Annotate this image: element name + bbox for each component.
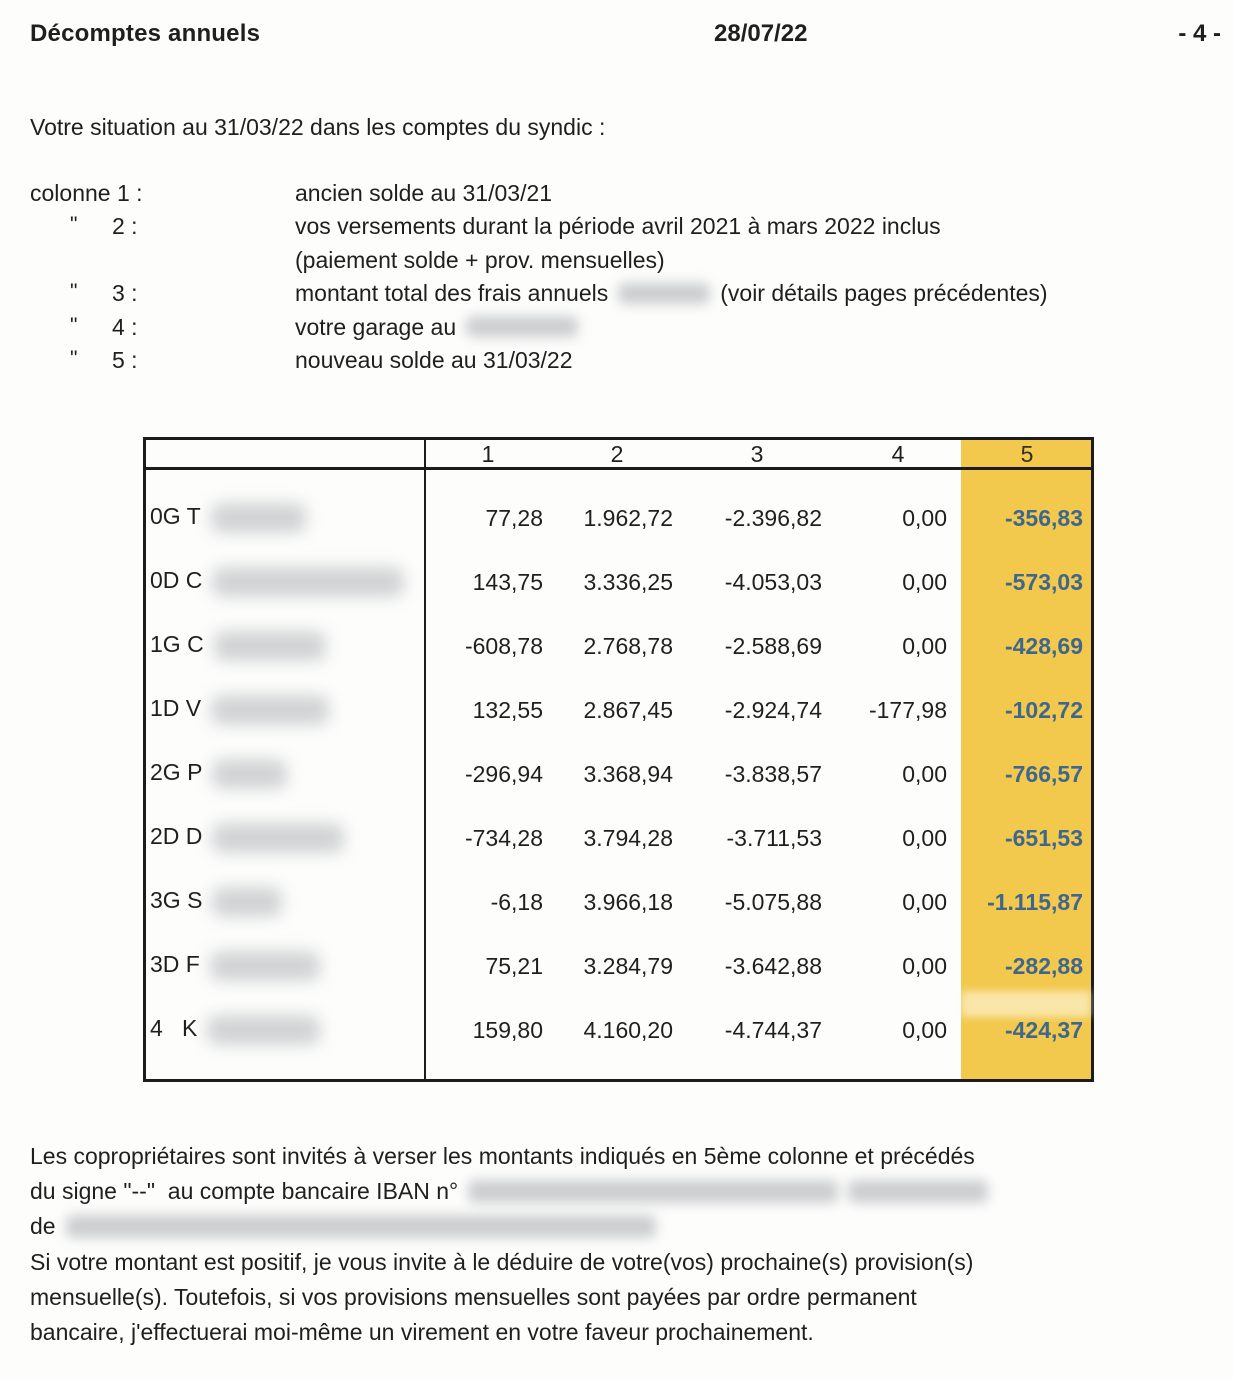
- old-balance-value: -6,18: [490, 888, 543, 915]
- old-balance-value: 75,21: [485, 952, 543, 979]
- unit-cell: [146, 695, 424, 725]
- legend-desc-3-post: (voir détails pages précédentes): [720, 280, 1048, 307]
- new-balance-value: -766,57: [1004, 760, 1083, 787]
- column-legend: [30, 180, 1048, 380]
- legend-desc-2-cont: (paiement solde + prov. mensuelles): [295, 246, 665, 273]
- redacted-association-name: [66, 1215, 656, 1238]
- footer-line-6: bancaire, j'effectuerai moi-même un virement en votre faveur prochainement.: [30, 1318, 814, 1345]
- footer-text: [30, 1143, 988, 1354]
- garage-value: 0,00: [902, 760, 947, 787]
- legend-row-2: [30, 213, 1048, 246]
- redacted-owner-name: [212, 887, 282, 917]
- document-date: 28/07/22: [714, 20, 808, 47]
- legend-row-4: [30, 314, 1048, 347]
- payments-value: 3.284,79: [583, 952, 673, 979]
- ditto-mark: ": [70, 313, 78, 337]
- redacted-iban-suffix: [848, 1180, 988, 1203]
- legend-row-1: [30, 180, 1048, 213]
- old-balance-value: 143,75: [472, 568, 543, 595]
- unit-cell: [146, 951, 424, 981]
- unit-label: 0G T: [150, 503, 201, 530]
- payments-value: 3.966,18: [583, 888, 673, 915]
- column-header-2: 2: [610, 440, 624, 467]
- unit-label: 1G C: [150, 631, 204, 658]
- table-body: [146, 470, 1091, 1062]
- new-balance-value: -424,37: [1004, 1016, 1083, 1043]
- legend-desc-3: [295, 280, 1048, 307]
- payments-value: 1.962,72: [583, 504, 673, 531]
- payments-value: 2.867,45: [583, 696, 673, 723]
- annual-fees-value: -3.838,57: [724, 760, 822, 787]
- legend-label-colonne-1: colonne 1 :: [30, 180, 143, 206]
- new-balance-value: -356,83: [1004, 504, 1083, 531]
- unit-label: 2G P: [150, 759, 203, 786]
- legend-num-5: 5 :: [112, 346, 138, 373]
- intro-sentence: Votre situation au 31/03/22 dans les comptes du syndic :: [30, 114, 606, 140]
- annual-fees-value: -2.924,74: [724, 696, 822, 723]
- redacted-owner-name: [214, 631, 326, 661]
- legend-desc-4: [295, 314, 588, 341]
- page-number: - 4 -: [1178, 20, 1221, 47]
- garage-value: 0,00: [902, 632, 947, 659]
- unit-cell: [146, 567, 424, 597]
- footer-line-5: mensuelle(s). Toutefois, si vos provisions mensuelles sont payées par ordre permanent: [30, 1283, 917, 1310]
- ditto-mark: ": [70, 213, 78, 237]
- ditto-mark: ": [70, 280, 78, 304]
- footer-line-3-text: de: [30, 1213, 56, 1240]
- redacted-owner-name: [212, 759, 287, 789]
- old-balance-value: 132,55: [472, 696, 543, 723]
- table-header-row: [146, 440, 1091, 470]
- legend-desc-2: vos versements durant la période avril 2021 à mars 2022 inclus: [295, 213, 941, 240]
- new-balance-value: -428,69: [1004, 632, 1083, 659]
- unit-label: 0D C: [150, 567, 203, 594]
- unit-label: 4 K: [150, 1015, 198, 1042]
- annual-fees-value: -3.642,88: [724, 952, 822, 979]
- legend-row-5: [30, 347, 1048, 380]
- column-header-1: 1: [481, 440, 495, 467]
- legend-desc-4-pre: votre garage au: [295, 313, 457, 340]
- redacted-iban: [468, 1180, 838, 1203]
- unit-cell: [146, 887, 424, 917]
- document-header: [0, 20, 1233, 60]
- unit-cell: [146, 759, 424, 789]
- legend-desc-3-pre: montant total des frais annuels: [295, 280, 609, 307]
- unit-cell: [146, 823, 424, 853]
- payments-value: 3.336,25: [583, 568, 673, 595]
- redacted-owner-name: [211, 503, 306, 533]
- payments-value: 4.160,20: [583, 1016, 673, 1043]
- legend-num-2: 2 :: [112, 213, 138, 240]
- old-balance-value: -296,94: [464, 760, 543, 787]
- old-balance-value: -608,78: [464, 632, 543, 659]
- redacted-owner-name: [211, 695, 329, 725]
- garage-value: -177,98: [868, 696, 947, 723]
- column-header-3: 3: [750, 440, 764, 467]
- footer-line-1: Les copropriétaires sont invités à verser les montants indiqués en 5ème colonne et précédés: [30, 1143, 975, 1169]
- table-row: [146, 934, 1091, 998]
- old-balance-value: 159,80: [472, 1016, 543, 1043]
- column-header-4: 4: [891, 440, 905, 467]
- redacted-owner-name: [212, 567, 404, 597]
- redacted-owner-name: [207, 1015, 320, 1045]
- unit-label: 3D F: [150, 951, 200, 978]
- table-row: [146, 870, 1091, 934]
- column-header-5: 5: [1020, 440, 1034, 467]
- garage-value: 0,00: [902, 952, 947, 979]
- table-row: [146, 550, 1091, 614]
- annual-fees-value: -4.053,03: [724, 568, 822, 595]
- footer-line-3: [30, 1213, 988, 1248]
- unit-cell: [146, 503, 424, 533]
- document-title: Décomptes annuels: [30, 20, 261, 47]
- new-balance-value: -102,72: [1004, 696, 1083, 723]
- legend-desc-5: nouveau solde au 31/03/22: [295, 346, 573, 373]
- redacted-owner-name: [212, 823, 344, 853]
- unit-cell: [146, 631, 424, 661]
- garage-value: 0,00: [902, 824, 947, 851]
- garage-value: 0,00: [902, 504, 947, 531]
- legend-desc-1: ancien solde au 31/03/21: [295, 180, 553, 206]
- footer-line-2-text: du signe "--" au compte bancaire IBAN n°: [30, 1178, 459, 1205]
- table-row: [146, 998, 1091, 1062]
- old-balance-value: 77,28: [485, 504, 543, 531]
- unit-label: 2D D: [150, 823, 203, 850]
- annual-fees-value: -3.711,53: [726, 824, 822, 851]
- legend-row-2-cont: [30, 247, 1048, 280]
- table-row: [146, 678, 1091, 742]
- garage-value: 0,00: [902, 1016, 947, 1043]
- garage-value: 0,00: [902, 568, 947, 595]
- table-row: [146, 806, 1091, 870]
- new-balance-value: -1.115,87: [987, 888, 1083, 915]
- new-balance-value: -573,03: [1004, 568, 1083, 595]
- old-balance-value: -734,28: [464, 824, 543, 851]
- new-balance-value: -282,88: [1004, 952, 1083, 979]
- redacted-owner-name: [210, 951, 320, 981]
- unit-label: 3G S: [150, 887, 203, 914]
- annual-fees-value: -4.744,37: [724, 1016, 822, 1043]
- ditto-mark: ": [70, 346, 78, 370]
- payments-value: 2.768,78: [583, 632, 673, 659]
- annual-fees-value: -5.075,88: [724, 888, 822, 915]
- payments-value: 3.368,94: [583, 760, 673, 787]
- annual-fees-value: -2.588,69: [724, 632, 822, 659]
- redacted-text: [618, 283, 710, 304]
- unit-label: 1D V: [150, 695, 202, 722]
- unit-cell: [146, 1015, 424, 1045]
- table-row: [146, 614, 1091, 678]
- annual-fees-value: -2.396,82: [724, 504, 822, 531]
- footer-line-2: [30, 1178, 988, 1213]
- footer-line-4: Si votre montant est positif, je vous invite à le déduire de votre(vos) prochaine(s) provision(s): [30, 1248, 974, 1275]
- table-row: [146, 742, 1091, 806]
- new-balance-value: -651,53: [1004, 824, 1083, 851]
- redacted-text: [466, 316, 578, 337]
- legend-row-3: [30, 280, 1048, 313]
- legend-num-3: 3 :: [112, 280, 138, 307]
- garage-value: 0,00: [902, 888, 947, 915]
- legend-num-4: 4 :: [112, 313, 138, 340]
- table-row: [146, 486, 1091, 550]
- accounts-table: [143, 437, 1094, 1082]
- payments-value: 3.794,28: [583, 824, 673, 851]
